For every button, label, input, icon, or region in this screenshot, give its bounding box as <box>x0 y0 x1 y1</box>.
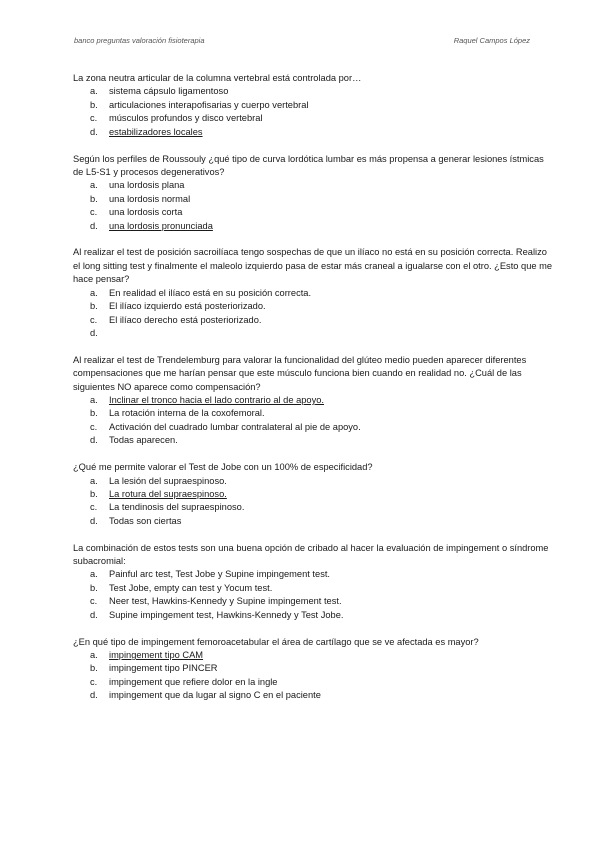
question-6 <box>73 542 553 622</box>
option: b. articulaciones interapofisarias y cuerpo vertebral <box>90 99 309 110</box>
question-3 <box>73 246 553 340</box>
option: d. Todas aparecen. <box>90 435 178 446</box>
option: b. Test Jobe, empty can test y Yocum test. <box>90 582 273 593</box>
option: a. En realidad el ilíaco está en su posición correcta. <box>90 287 312 298</box>
option-answer: b. La rotura del supraespinoso. <box>90 488 227 499</box>
option: a. una lordosis plana <box>90 180 185 191</box>
option: c. impingement que refiere dolor en la ingle <box>90 676 278 687</box>
question-text: Al realizar el test de Trendelemburg para valorar la funcionalidad del glúteo medio pueden aparecer diferentes compensaciones que me harían pensar que este músculo funciona bien cuando en realidad no. ¿Cuál de las siguientes NO aparece como compensación? <box>73 354 527 392</box>
question-text: ¿En qué tipo de impingement femoroacetabular el área de cartílago que se ve afectada es mayor? <box>73 636 479 647</box>
option: b. impingement tipo PINCER <box>90 663 218 674</box>
option: d. impingement que da lugar al signo C en el paciente <box>90 690 321 701</box>
page-header <box>74 36 530 45</box>
option: d. Supine impingement test, Hawkins-Kennedy y Test Jobe. <box>90 609 344 620</box>
option: b. una lordosis normal <box>90 193 191 204</box>
question-list <box>73 72 553 716</box>
option: b. El ilíaco izquierdo está posteriorizado. <box>90 301 266 312</box>
option: d. <box>90 327 98 338</box>
header-title: banco preguntas valoración fisioterapia <box>74 36 205 45</box>
option: c. Activación del cuadrado lumbar contralateral al pie de apoyo. <box>90 421 361 432</box>
question-text: Según los perfiles de Roussouly ¿qué tipo de curva lordótica lumbar es más propensa a generar lesiones ístmicas de L5-S1 y procesos degenerativos? <box>73 153 544 177</box>
option-answer: d. una lordosis pronunciada <box>90 220 213 231</box>
option: c. Neer test, Hawkins-Kennedy y Supine impingement test. <box>90 596 342 607</box>
header-author: Raquel Campos López <box>453 36 530 45</box>
question-1 <box>73 72 553 139</box>
option: c. músculos profundos y disco vertebral <box>90 113 263 124</box>
option: a. La lesión del supraespinoso. <box>90 475 227 486</box>
option: b. La rotación interna de la coxofemoral. <box>90 408 265 419</box>
option-answer: d. estabilizadores locales <box>90 126 203 137</box>
option: c. El ilíaco derecho está posteriorizado. <box>90 314 262 325</box>
option-answer: a. Inclinar el tronco hacia el lado contrario al de apoyo. <box>90 395 324 406</box>
question-4 <box>73 354 553 448</box>
option: c. una lordosis corta <box>90 207 183 218</box>
question-2 <box>73 153 553 233</box>
option: a. sistema cápsulo ligamentoso <box>90 86 229 97</box>
option-answer: a. impingement tipo CAM <box>90 650 204 661</box>
question-7 <box>73 636 553 703</box>
question-text: ¿Qué me permite valorar el Test de Jobe con un 100% de especificidad? <box>73 462 373 473</box>
option: a. Painful arc test, Test Jobe y Supine impingement test. <box>90 569 331 580</box>
question-5 <box>73 461 553 528</box>
question-text: La combinación de estos tests son una buena opción de cribado al hacer la evaluación de impingement o síndrome subacromial: <box>73 542 549 567</box>
option: c. La tendinosis del supraespinoso. <box>90 502 245 513</box>
question-text: Al realizar el test de posición sacroilíaca tengo sospechas de que un ilíaco no está en su posición correcta. Realizo el long sitting test y finalmente el maleolo izquierdo pasa de estar más craneal a igualarse con el otro. ¿Esto que me hace pensar? <box>73 247 553 285</box>
question-text: La zona neutra articular de la columna vertebral está controlada por… <box>73 73 362 83</box>
option: d. Todas son ciertas <box>90 515 182 526</box>
